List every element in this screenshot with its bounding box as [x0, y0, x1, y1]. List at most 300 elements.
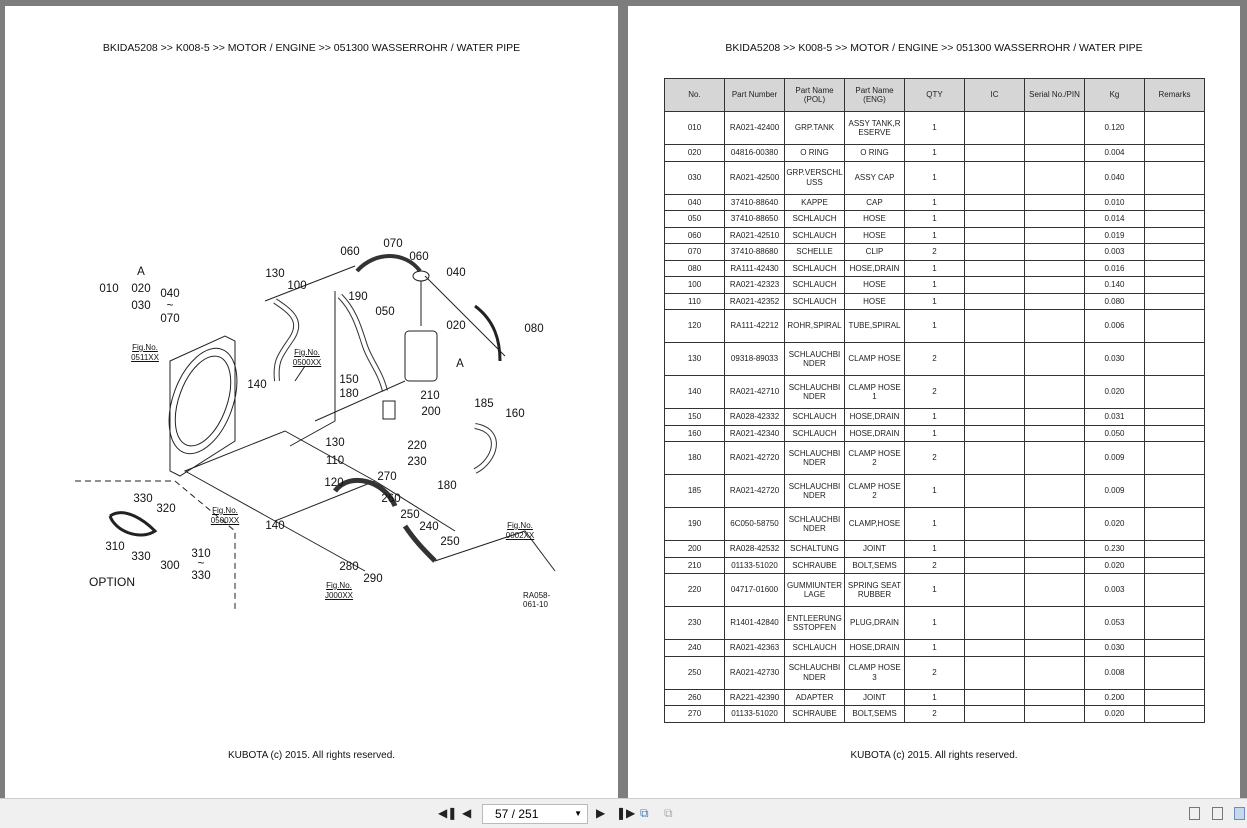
table-cell — [1025, 293, 1085, 310]
column-header: QTY — [905, 79, 965, 112]
table-cell: 6C050-58750 — [725, 508, 785, 541]
table-cell: HOSE,DRAIN — [845, 425, 905, 442]
table-cell — [1145, 161, 1205, 194]
last-page-icon[interactable]: ❚▶ — [616, 806, 636, 820]
table-row — [665, 343, 1205, 376]
table-cell: 2 — [905, 442, 965, 475]
table-cell — [965, 475, 1025, 508]
table-cell — [965, 425, 1025, 442]
callout-label: 270 — [377, 471, 397, 483]
callout-label: 030 — [131, 300, 151, 312]
callout-label: Fig.No. 0002XX — [505, 521, 535, 540]
table-row — [665, 475, 1205, 508]
table-cell: 0.003 — [1085, 244, 1145, 261]
table-cell: 1 — [905, 145, 965, 162]
table-cell: 0.120 — [1085, 112, 1145, 145]
callout-label: 020 — [446, 320, 466, 332]
table-cell: 2 — [905, 343, 965, 376]
table-cell — [1145, 409, 1205, 426]
table-cell: 260 — [665, 689, 725, 706]
table-cell: ADAPTER — [785, 689, 845, 706]
table-cell: SCHLAUCHBINDER — [785, 508, 845, 541]
table-cell — [1145, 112, 1205, 145]
table-cell: 1 — [905, 425, 965, 442]
callout-label: OPTION — [88, 575, 136, 589]
next-view-icon[interactable]: ⧉ — [664, 806, 673, 820]
table-row — [665, 607, 1205, 640]
table-cell: 0.010 — [1085, 194, 1145, 211]
table-cell: 210 — [665, 557, 725, 574]
table-cell: 0.020 — [1085, 508, 1145, 541]
parts-table — [664, 78, 1205, 723]
table-cell: 100 — [665, 277, 725, 294]
callout-label: 140 — [265, 520, 285, 532]
table-cell — [965, 277, 1025, 294]
table-cell — [1025, 277, 1085, 294]
table-cell: 230 — [665, 607, 725, 640]
table-cell: 0.019 — [1085, 227, 1145, 244]
table-cell — [1025, 112, 1085, 145]
column-header: Kg — [1085, 79, 1145, 112]
table-cell — [965, 574, 1025, 607]
table-cell: 04816-00380 — [725, 145, 785, 162]
table-row — [665, 310, 1205, 343]
table-cell: 185 — [665, 475, 725, 508]
table-cell — [965, 442, 1025, 475]
table-cell: 0.008 — [1085, 656, 1145, 689]
table-cell: 0.230 — [1085, 541, 1145, 558]
callout-label: 060 — [409, 251, 429, 263]
table-cell: 1 — [905, 277, 965, 294]
table-cell: SCHLAUCHBINDER — [785, 656, 845, 689]
table-cell: SCHLAUCHBINDER — [785, 376, 845, 409]
first-page-icon[interactable]: ◀❚ — [438, 806, 458, 820]
table-cell: 1 — [905, 475, 965, 508]
table-cell: 1 — [905, 310, 965, 343]
table-cell: CLAMP HOSE 3 — [845, 656, 905, 689]
column-header: Part Name (ENG) — [845, 79, 905, 112]
table-cell — [965, 409, 1025, 426]
callout-label: 150 — [339, 374, 359, 386]
table-cell: 070 — [665, 244, 725, 261]
column-header: Part Name (POL) — [785, 79, 845, 112]
table-cell: 2 — [905, 706, 965, 723]
table-cell — [1025, 475, 1085, 508]
table-row — [665, 656, 1205, 689]
table-cell — [1025, 574, 1085, 607]
table-cell — [1025, 310, 1085, 343]
table-cell: 0.003 — [1085, 574, 1145, 607]
table-cell: 1 — [905, 574, 965, 607]
table-cell: 0.031 — [1085, 409, 1145, 426]
continuous-icon[interactable] — [1212, 807, 1223, 820]
single-page-icon[interactable] — [1189, 807, 1200, 820]
table-cell — [1025, 145, 1085, 162]
table-cell: 140 — [665, 376, 725, 409]
table-cell: GRP.VERSCHLUSS — [785, 161, 845, 194]
prev-page-icon[interactable]: ◀ — [462, 806, 472, 820]
table-cell — [1025, 640, 1085, 657]
table-cell: SCHLAUCH — [785, 260, 845, 277]
table-cell: TUBE,SPIRAL — [845, 310, 905, 343]
table-cell — [965, 211, 1025, 228]
callout-label: 160 — [505, 408, 525, 420]
table-cell: BOLT,SEMS — [845, 706, 905, 723]
table-cell: 130 — [665, 343, 725, 376]
table-cell: 1 — [905, 640, 965, 657]
table-cell — [1145, 656, 1205, 689]
callout-label: 080 — [524, 323, 544, 335]
table-cell: 01133-51020 — [725, 706, 785, 723]
table-cell: 04717-01600 — [725, 574, 785, 607]
table-cell — [1025, 706, 1085, 723]
table-cell: 0.030 — [1085, 343, 1145, 376]
table-cell: SCHELLE — [785, 244, 845, 261]
table-cell — [1025, 161, 1085, 194]
callout-label: 230 — [407, 456, 427, 468]
table-row — [665, 541, 1205, 558]
table-cell: 120 — [665, 310, 725, 343]
table-cell — [1145, 145, 1205, 162]
table-cell: O RING — [845, 145, 905, 162]
table-cell: JOINT — [845, 689, 905, 706]
callout-label: ~ — [197, 558, 205, 570]
table-cell: PLUG,DRAIN — [845, 607, 905, 640]
table-cell — [1145, 310, 1205, 343]
left-page — [5, 6, 618, 798]
table-cell: BOLT,SEMS — [845, 557, 905, 574]
table-cell: 0.009 — [1085, 475, 1145, 508]
column-header: Remarks — [1145, 79, 1205, 112]
column-header: Serial No./PIN — [1025, 79, 1085, 112]
table-cell: CLIP — [845, 244, 905, 261]
table-cell: KAPPE — [785, 194, 845, 211]
table-cell — [1025, 211, 1085, 228]
callout-label: 040 — [446, 267, 466, 279]
table-cell: SCHRAUBE — [785, 706, 845, 723]
table-cell: RA221-42390 — [725, 689, 785, 706]
table-cell — [965, 541, 1025, 558]
table-header — [665, 79, 1205, 112]
page-header: BKIDA5208 >> K008-5 >> MOTOR / ENGINE >> 051300 WASSERROHR / WATER PIPE — [725, 42, 1143, 54]
table-cell: HOSE,DRAIN — [845, 640, 905, 657]
table-cell — [1145, 607, 1205, 640]
table-cell — [965, 689, 1025, 706]
callout-label: A — [137, 266, 145, 278]
callout-label: 060 — [340, 246, 360, 258]
page-footer: KUBOTA (c) 2015. All rights reserved. — [850, 750, 1018, 761]
callout-label: 180 — [339, 388, 359, 400]
table-cell: HOSE,DRAIN — [845, 409, 905, 426]
table-row — [665, 112, 1205, 145]
table-cell — [965, 293, 1025, 310]
table-cell: SCHLAUCHBINDER — [785, 442, 845, 475]
table-cell: 190 — [665, 508, 725, 541]
table-cell: 37410-88640 — [725, 194, 785, 211]
table-cell: 2 — [905, 656, 965, 689]
table-cell: 2 — [905, 557, 965, 574]
callout-label: 260 — [381, 493, 401, 505]
table-cell: 1 — [905, 689, 965, 706]
callout-label: 220 — [407, 440, 427, 452]
table-cell — [1145, 557, 1205, 574]
table-cell: HOSE,DRAIN — [845, 260, 905, 277]
table-row — [665, 145, 1205, 162]
table-cell: 0.050 — [1085, 425, 1145, 442]
table-cell: 030 — [665, 161, 725, 194]
table-cell — [965, 343, 1025, 376]
table-cell: RA021-42323 — [725, 277, 785, 294]
table-cell: HOSE — [845, 277, 905, 294]
table-cell: 0.140 — [1085, 277, 1145, 294]
table-cell: 0.020 — [1085, 706, 1145, 723]
callout-label: 050 — [375, 306, 395, 318]
table-cell: 0.006 — [1085, 310, 1145, 343]
table-cell: 0.020 — [1085, 557, 1145, 574]
table-cell — [1025, 425, 1085, 442]
callout-label: Fig.No. 0500XX — [292, 348, 322, 367]
table-cell: 1 — [905, 541, 965, 558]
table-cell: 1 — [905, 211, 965, 228]
table-cell: RA021-42710 — [725, 376, 785, 409]
table-cell: 010 — [665, 112, 725, 145]
table-cell — [1145, 640, 1205, 657]
table-cell: 250 — [665, 656, 725, 689]
table-row — [665, 376, 1205, 409]
table-cell: HOSE — [845, 293, 905, 310]
table-row — [665, 277, 1205, 294]
table-row — [665, 211, 1205, 228]
page-footer: KUBOTA (c) 2015. All rights reserved. — [227, 750, 396, 761]
table-cell: RA028-42532 — [725, 541, 785, 558]
table-cell: SCHLAUCH — [785, 227, 845, 244]
callout-label: 040 — [160, 288, 180, 300]
callout-label: Fig.No. J000XX — [324, 581, 354, 600]
callout-label: Fig.No. 0511XX — [131, 343, 159, 362]
table-cell: RA021-42340 — [725, 425, 785, 442]
table-cell: 080 — [665, 260, 725, 277]
table-cell: SCHLAUCHBINDER — [785, 343, 845, 376]
table-cell: 180 — [665, 442, 725, 475]
callout-label: 130 — [325, 437, 345, 449]
table-cell — [1025, 376, 1085, 409]
next-page-icon[interactable]: ▶ — [596, 806, 606, 820]
table-cell: SCHLAUCH — [785, 425, 845, 442]
callout-label: 250 — [400, 509, 420, 521]
callout-label: 020 — [131, 283, 151, 295]
callout-label: 300 — [160, 560, 180, 572]
table-row — [665, 706, 1205, 723]
callout-label: 250 — [440, 536, 460, 548]
callout-label: 310 — [105, 541, 125, 553]
table-cell — [965, 244, 1025, 261]
callout-label: 210 — [420, 390, 440, 402]
table-cell — [965, 376, 1025, 409]
table-cell: 0.030 — [1085, 640, 1145, 657]
table-cell — [965, 656, 1025, 689]
callout-label: 290 — [363, 573, 383, 585]
callout-label: 010 — [99, 283, 119, 295]
table-cell: 37410-88650 — [725, 211, 785, 228]
table-cell — [1025, 607, 1085, 640]
table-cell — [1145, 508, 1205, 541]
callout-label: 070 — [383, 238, 403, 250]
table-cell — [965, 161, 1025, 194]
table-cell: SCHALTUNG — [785, 541, 845, 558]
table-cell — [1025, 409, 1085, 426]
table-cell: CLAMP HOSE — [845, 343, 905, 376]
table-row — [665, 293, 1205, 310]
table-cell: SPRING SEAT RUBBER — [845, 574, 905, 607]
callout-label: A — [456, 358, 464, 370]
callout-label: 330 — [133, 493, 153, 505]
table-cell: 0.004 — [1085, 145, 1145, 162]
table-cell: CLAMP HOSE 2 — [845, 442, 905, 475]
table-row — [665, 260, 1205, 277]
table-cell — [965, 260, 1025, 277]
callout-label: 310 — [191, 548, 211, 560]
table-cell: CLAMP HOSE 2 — [845, 475, 905, 508]
table-cell: 020 — [665, 145, 725, 162]
table-cell: RA021-42500 — [725, 161, 785, 194]
table-cell: HOSE — [845, 227, 905, 244]
table-cell — [1145, 211, 1205, 228]
table-cell — [1025, 194, 1085, 211]
table-cell: 1 — [905, 409, 965, 426]
callout-label: 120 — [324, 477, 344, 489]
table-cell: 0.080 — [1085, 293, 1145, 310]
chevron-down-icon[interactable]: ▼ — [574, 809, 582, 818]
viewer-toolbar — [0, 798, 1247, 828]
table-cell — [1145, 574, 1205, 607]
table-row — [665, 689, 1205, 706]
table-cell: 1 — [905, 508, 965, 541]
table-cell: 060 — [665, 227, 725, 244]
table-cell: SCHLAUCH — [785, 640, 845, 657]
callout-label: ~ — [166, 300, 174, 312]
table-cell — [1025, 442, 1085, 475]
callout-label: 140 — [247, 379, 267, 391]
table-cell: 150 — [665, 409, 725, 426]
table-cell — [965, 557, 1025, 574]
table-row — [665, 227, 1205, 244]
table-cell — [1145, 260, 1205, 277]
table-cell: 040 — [665, 194, 725, 211]
table-cell — [965, 112, 1025, 145]
table-cell — [1145, 343, 1205, 376]
table-cell: 050 — [665, 211, 725, 228]
table-cell: HOSE — [845, 211, 905, 228]
table-cell: ROHR,SPIRAL — [785, 310, 845, 343]
table-row — [665, 557, 1205, 574]
callout-label: 280 — [339, 561, 359, 573]
table-cell: CLAMP,HOSE — [845, 508, 905, 541]
table-cell: SCHLAUCH — [785, 293, 845, 310]
table-cell — [1145, 277, 1205, 294]
page-number-select[interactable] — [482, 804, 588, 824]
table-cell: R1401-42840 — [725, 607, 785, 640]
table-cell: 160 — [665, 425, 725, 442]
table-cell — [1025, 508, 1085, 541]
table-cell — [1025, 227, 1085, 244]
table-cell: RA021-42352 — [725, 293, 785, 310]
table-cell: 1 — [905, 161, 965, 194]
table-cell — [1025, 244, 1085, 261]
table-cell: 1 — [905, 607, 965, 640]
callout-label: 070 — [160, 313, 180, 325]
table-cell: 1 — [905, 194, 965, 211]
callout-label: 330 — [191, 570, 211, 582]
table-cell: RA021-42720 — [725, 442, 785, 475]
table-cell: RA111-42212 — [725, 310, 785, 343]
table-cell: 270 — [665, 706, 725, 723]
callout-label: 330 — [131, 551, 151, 563]
table-cell: 0.014 — [1085, 211, 1145, 228]
table-cell — [1145, 194, 1205, 211]
table-cell: 0.016 — [1085, 260, 1145, 277]
table-cell: 240 — [665, 640, 725, 657]
table-cell: 09318-89033 — [725, 343, 785, 376]
table-cell — [1145, 442, 1205, 475]
table-cell — [965, 310, 1025, 343]
table-row — [665, 161, 1205, 194]
two-page-icon[interactable] — [1234, 807, 1245, 820]
table-cell: 1 — [905, 260, 965, 277]
column-header: IC — [965, 79, 1025, 112]
table-cell: SCHLAUCHBINDER — [785, 475, 845, 508]
callout-label: 200 — [421, 406, 441, 418]
table-cell: 2 — [905, 376, 965, 409]
table-cell: RA021-42510 — [725, 227, 785, 244]
table-cell — [1145, 541, 1205, 558]
table-cell: SCHLAUCH — [785, 409, 845, 426]
table-cell: 220 — [665, 574, 725, 607]
table-cell: 200 — [665, 541, 725, 558]
table-row — [665, 409, 1205, 426]
callout-label: RA058-061-10 — [523, 591, 551, 609]
table-cell: ASSY CAP — [845, 161, 905, 194]
table-cell — [965, 706, 1025, 723]
right-page — [628, 6, 1240, 798]
table-cell: 0.200 — [1085, 689, 1145, 706]
table-cell — [1145, 689, 1205, 706]
callout-label: 185 — [474, 398, 494, 410]
callout-label: 240 — [419, 521, 439, 533]
table-cell: 1 — [905, 112, 965, 145]
table-cell: 37410-88680 — [725, 244, 785, 261]
table-cell: 1 — [905, 227, 965, 244]
table-cell — [1025, 343, 1085, 376]
previous-view-icon[interactable]: ⧉ — [640, 806, 649, 820]
callout-label: 180 — [437, 480, 457, 492]
table-cell: RA021-42720 — [725, 475, 785, 508]
callout-label: 130 — [265, 268, 285, 280]
page-header: BKIDA5208 >> K008-5 >> MOTOR / ENGINE >> 051300 WASSERROHR / WATER PIPE — [102, 42, 521, 54]
table-cell: O RING — [785, 145, 845, 162]
table-cell — [965, 194, 1025, 211]
table-cell: GUMMIUNTERLAGE — [785, 574, 845, 607]
table-cell — [1145, 376, 1205, 409]
table-cell — [1025, 260, 1085, 277]
table-cell: JOINT — [845, 541, 905, 558]
table-row — [665, 194, 1205, 211]
callout-label: Fig.No. 0500XX — [210, 506, 240, 525]
table-cell — [965, 640, 1025, 657]
callout-label: 110 — [325, 455, 345, 467]
table-cell: ENTLEERUNGSSTOPFEN — [785, 607, 845, 640]
table-cell — [1145, 475, 1205, 508]
column-header: No. — [665, 79, 725, 112]
